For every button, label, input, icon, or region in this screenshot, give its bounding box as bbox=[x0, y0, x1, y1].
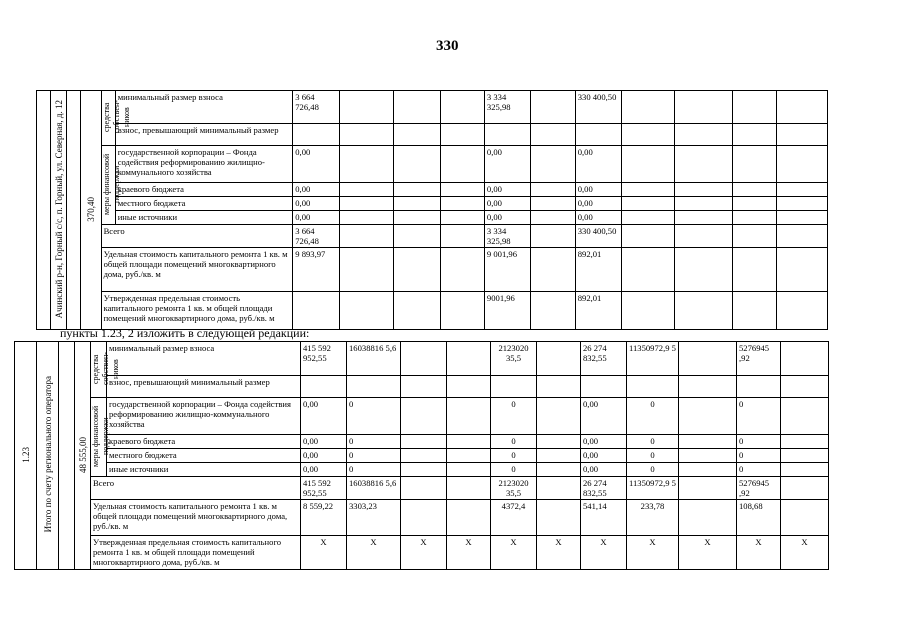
table-row: Утвержденная предельная стоимость капитального ремонта 1 кв. м общей площади помещений многоквартирного дома, руб./кв. м X X X X X X X X X X X bbox=[15, 536, 829, 570]
section-heading: пункты 1.23, 2 изложить в следующей редакции: bbox=[60, 326, 310, 340]
table-row: Всего 3 664 726,48 3 334 325,98 330 400,50 bbox=[37, 225, 828, 248]
object-name: Итого по счету регионального оператора bbox=[42, 376, 53, 533]
row-number: 1.23 bbox=[20, 446, 31, 463]
table-row: меры финансовой поддержки государственной корпорации – Фонда содействия реформированию жилищно-коммунального хозяйства 0,00 0 0 0,00 0 0 bbox=[15, 398, 829, 435]
object-area: 370,40 bbox=[85, 196, 96, 222]
table-row: взнос, превышающий минимальный размер bbox=[37, 124, 828, 146]
table-row: Утвержденная предельная стоимость капитального ремонта 1 кв. м общей площади помещений многоквартирного дома, руб./кв. м 9001,96 892,01 bbox=[37, 292, 828, 330]
table-row: взнос, превышающий минимальный размер bbox=[15, 376, 829, 398]
row-label: минимальный размер взноса bbox=[115, 91, 293, 124]
table-row: меры финансовой поддержки государственной корпорации – Фонда содействия реформированию жилищно-коммунального хозяйства 0,00 0,00 0,00 bbox=[37, 146, 828, 183]
table-row: местного бюджета 0,00 0 0 0,00 0 0 bbox=[15, 448, 829, 462]
page-number: 330 bbox=[436, 38, 459, 54]
table-row: иные источники 0,00 0 0 0,00 0 0 bbox=[15, 462, 829, 476]
table-row: краевого бюджета 0,00 0,00 0,00 bbox=[37, 182, 828, 196]
group-owner-funds: средства собствен-ников bbox=[91, 352, 120, 385]
object-area: 48 555,00 bbox=[77, 436, 88, 473]
table-row: иные источники 0,00 0,00 0,00 bbox=[37, 210, 828, 224]
table-row: краевого бюджета 0,00 0 0 0,00 0 0 bbox=[15, 434, 829, 448]
table-row: 1.23 Итого по счету регионального оператора 48 555,00 средства собствен-ников минимальный размер взноса 415 592 952,55 16038816 5,6 2123020 35,5 26 274 832,55 11350972,9 5 5276945 ,92 bbox=[15, 342, 829, 376]
table-row: Ачинский р-н, Горный с/с, п. Горный, ул. Северная, д. 12 370,40 средства собствен-ников минимальный размер взноса 3 664 726,48 3 334 325,98 330 400,50 bbox=[37, 91, 828, 124]
table-row: Удельная стоимость капитального ремонта 1 кв. м общей площади помещений многоквартирного дома, руб./кв. м 8 559,22 3303,23 4372,4 541,14 233,78 108,68 bbox=[15, 500, 829, 536]
table-row: местного бюджета 0,00 0,00 0,00 bbox=[37, 196, 828, 210]
group-owner-funds: средства собствен-ников bbox=[101, 100, 131, 134]
table-2 bbox=[14, 341, 829, 570]
table-row: Удельная стоимость капитального ремонта 1 кв. м общей площади помещений многоквартирного дома, руб./кв. м 9 893,97 9 001,96 892,01 bbox=[37, 248, 828, 292]
object-name: Ачинский р-н, Горный с/с, п. Горный, ул. Северная, д. 12 bbox=[53, 99, 64, 319]
table-row: Всего 415 592 952,55 16038816 5,6 2123020 35,5 26 274 832,55 11350972,9 5 5276945 ,92 bbox=[15, 477, 829, 500]
group-support: меры финансовой поддержки bbox=[91, 405, 110, 467]
table-1 bbox=[36, 90, 828, 330]
group-support: меры финансовой поддержки bbox=[101, 153, 121, 215]
